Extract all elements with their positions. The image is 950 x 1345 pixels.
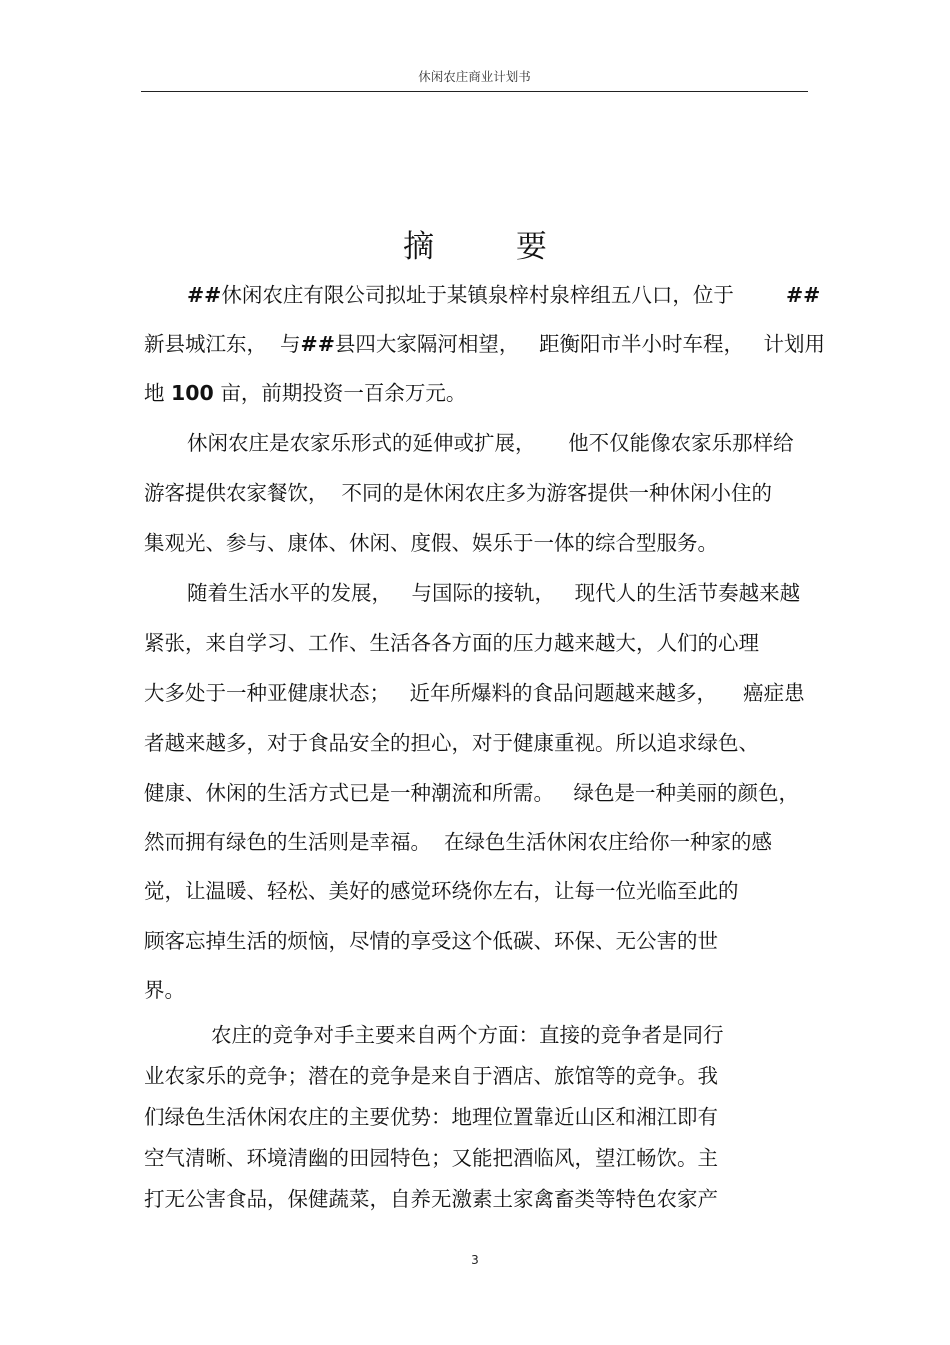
text-line: 地 100 亩，前期投资一百余万元。 xyxy=(144,381,467,405)
text-line: 健康、休闲的生活方式已是一种潮流和所需。 绿色是一种美丽的颜色， xyxy=(144,781,800,805)
header-divider xyxy=(141,91,808,92)
text-line: 空气清晰、环境清幽的田园特色；又能把酒临风，望江畅饮。主 xyxy=(144,1146,718,1170)
text-line: 农庄的竞争对手主要来自两个方面：直接的竞争者是同行 xyxy=(211,1023,724,1047)
running-header: 休闲农庄商业计划书 xyxy=(418,69,531,84)
text-line: 打无公害食品，保健蔬菜，自养无激素土家禽畜类等特色农家产 xyxy=(144,1187,718,1211)
text-line: ##休闲农庄有限公司拟址于某镇泉梓村泉梓组五八口，位于 ## xyxy=(187,283,821,307)
text-line: 新县城江东， 与##县四大家隔河相望， 距衡阳市半小时车程， 计划用 xyxy=(144,332,826,356)
text-line: 紧张，来自学习、工作、生活各各方面的压力越来越大，人们的心理 xyxy=(144,631,759,655)
section-heading: 摘 要 xyxy=(403,229,583,265)
text-line: 随着生活水平的发展， 与国际的接轨， 现代人的生活节奏越来越 xyxy=(187,581,801,605)
text-line: 觉，让温暖、轻松、美好的感觉环绕你左右，让每一位光临至此的 xyxy=(144,879,739,903)
text-line: 者越来越多，对于食品安全的担心，对于健康重视。所以追求绿色、 xyxy=(144,731,759,755)
text-line: 然而拥有绿色的生活则是幸福。 在绿色生活休闲农庄给你一种家的感 xyxy=(144,830,773,854)
text-line: 业农家乐的竞争；潜在的竞争是来自于酒店、旅馆等的竞争。我 xyxy=(144,1064,718,1088)
text-line: 们绿色生活休闲农庄的主要优势：地理位置靠近山区和湘江即有 xyxy=(144,1105,718,1129)
text-line: 大多处于一种亚健康状态； 近年所爆料的食品问题越来越多， 癌症患 xyxy=(144,681,805,705)
text-line: 休闲农庄是农家乐形式的延伸或扩展， 他不仅能像农家乐那样给 xyxy=(187,431,794,455)
page-number: 3 xyxy=(471,1253,479,1267)
text-line: 游客提供农家餐饮， 不同的是休闲农庄多为游客提供一种休闲小住的 xyxy=(144,481,773,505)
text-line: 顾客忘掉生活的烦恼，尽情的享受这个低碳、环保、无公害的世 xyxy=(144,929,718,953)
text-line: 集观光、参与、康体、休闲、度假、娱乐于一体的综合型服务。 xyxy=(144,531,718,555)
text-line: 界。 xyxy=(144,978,185,1002)
